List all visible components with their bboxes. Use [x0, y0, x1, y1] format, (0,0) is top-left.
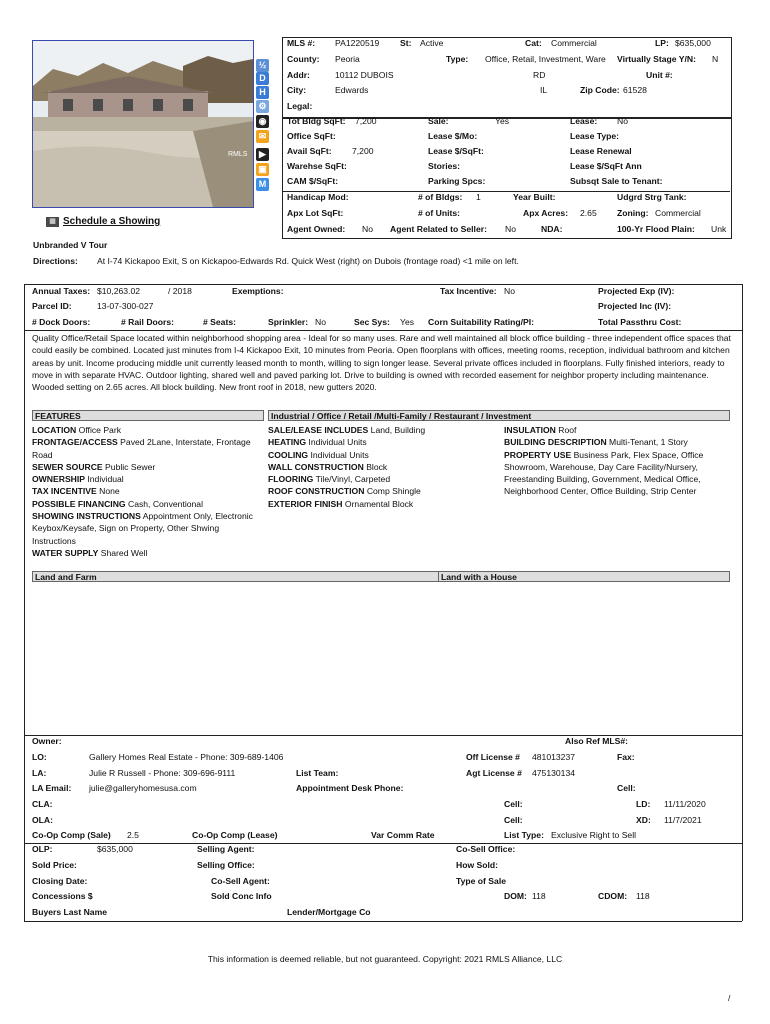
- col2-feature-0: [268, 424, 494, 436]
- col1-feature-label-7: WATER SUPPLY: [32, 547, 99, 558]
- selling-office-label: Selling Office:: [197, 860, 255, 870]
- tax-incentive-label: Tax Incentive:: [440, 286, 497, 296]
- type-label: Type:: [446, 54, 469, 64]
- features-col1: [32, 424, 258, 559]
- olp-label: OLP:: [32, 844, 53, 854]
- col1-feature-value-2: Public Sewer: [102, 461, 156, 472]
- page-mark: /: [728, 993, 731, 1003]
- flood-label: 100-Yr Flood Plain:: [617, 224, 695, 234]
- col1-feature-label-2: SEWER SOURCE: [32, 461, 103, 472]
- agent-related-label: Agent Related to Seller:: [390, 224, 487, 234]
- col1-feature-label-5: POSSIBLE FINANCING: [32, 498, 126, 509]
- sprinkler-value: No: [315, 317, 326, 327]
- lease-type-label: Lease Type:: [570, 131, 620, 141]
- col1-feature-5: [32, 498, 258, 510]
- coop-sale-label: Co-Op Comp (Sale): [32, 830, 111, 840]
- tot-bldg-value: 7,200: [355, 116, 377, 126]
- agent-related-value: No: [505, 224, 516, 234]
- owner-label: Owner:: [32, 736, 62, 746]
- zip-value: 61528: [623, 85, 647, 95]
- annual-taxes-year: / 2018: [168, 286, 192, 296]
- zoning-label: Zoning:: [617, 208, 649, 218]
- directions-label: Directions:: [33, 256, 78, 266]
- sale-label: Sale:: [428, 116, 449, 126]
- land-farm-header: Land and Farm: [32, 571, 458, 582]
- photo-watermark: RMLS: [228, 151, 248, 158]
- status-label: St:: [400, 38, 412, 48]
- col2-feature-label-2: COOLING: [268, 449, 309, 460]
- left-frame: [24, 284, 25, 921]
- concessions-label: Concessions $: [32, 891, 93, 901]
- list-type-label: List Type:: [504, 830, 544, 840]
- city-label: City:: [287, 85, 307, 95]
- features-col3: [504, 424, 732, 498]
- county-value: Peoria: [335, 54, 360, 64]
- parcel-id-value: 13-07-300-027: [97, 301, 154, 311]
- xd-label: XD:: [636, 815, 651, 825]
- var-comm-label: Var Comm Rate: [371, 830, 435, 840]
- legal-label: Legal:: [287, 101, 313, 111]
- buyers-name-label: Buyers Last Name: [32, 907, 107, 917]
- col2-feature-value-4: Tile/Vinyl, Carpeted: [313, 474, 391, 485]
- calendar-icon[interactable]: ▦: [46, 217, 59, 227]
- col2-feature-label-4: FLOORING: [268, 474, 314, 485]
- lo-value: Gallery Homes Real Estate - Phone: 309-689-1406: [89, 752, 284, 762]
- rail-doors-label: # Rail Doors:: [121, 317, 175, 327]
- h-icon[interactable]: H: [256, 86, 269, 99]
- units-label: # of Units:: [418, 208, 461, 218]
- public-remarks: Quality Office/Retail Space located within neighborhood shopping area - Ideal for so many uses. Rare and well maintained all block office building - three independent office spaces that could easily be combined. Located just minutes from I-4 Kickapoo Exit, 10 minutes from Peoria. Open floorplans with offices, meeting rooms, reception, individual bathroom and kitchen areas by unit. Income producing middle unit currently leased month to month, willing to sign longer lease. Several private offices included in floorplans. Fully finished interiors, ready to move in with separate HVAC. Outdoor lighting, shared well and paved parking lot. Drive to building is owned with recorded easement for neighbor property including maintenance. Wooded setting on 2.65 acres. All block building. New front roof in 2018, new gutters 2020.: [32, 333, 731, 393]
- apx-acres-label: Apx Acres:: [523, 208, 569, 218]
- col2-feature-value-1: Individual Units: [306, 437, 367, 448]
- col3-feature-0: [504, 424, 732, 436]
- type-of-sale-label: Type of Sale: [456, 876, 506, 886]
- parking-label: Parking Spcs:: [428, 176, 486, 186]
- off-license-label: Off License #: [466, 752, 520, 762]
- col2-feature-1: [268, 436, 494, 448]
- passthru-label: Total Passthru Cost:: [598, 317, 682, 327]
- cell-label-3: Cell:: [504, 815, 523, 825]
- coop-sale-value: 2.5: [127, 830, 139, 840]
- agent-owned-value: No: [362, 224, 373, 234]
- unbranded-tour-link[interactable]: Unbranded V Tour: [33, 240, 108, 250]
- off-license-value: 481013237: [532, 752, 576, 762]
- sale-value: Yes: [495, 116, 510, 126]
- cam-label: CAM $/SqFt:: [287, 176, 339, 186]
- list-price-value: $635,000: [675, 38, 711, 48]
- la-label: LA:: [32, 768, 47, 778]
- col2-feature-3: [268, 461, 494, 473]
- cosell-office-label: Co-Sell Office:: [456, 844, 516, 854]
- sec-sys-label: Sec Sys:: [354, 317, 390, 327]
- fax-label: Fax:: [617, 752, 635, 762]
- col3-feature-label-2: PROPERTY USE: [504, 449, 572, 460]
- col1-feature-label-6: SHOWING INSTRUCTIONS: [32, 511, 141, 522]
- mls-label: MLS #:: [287, 38, 316, 48]
- tax-top-rule: [24, 284, 742, 285]
- cla-label: CLA:: [32, 799, 53, 809]
- col2-feature-4: [268, 473, 494, 485]
- unit-label: Unit #:: [646, 70, 673, 80]
- col2-feature-label-1: HEATING: [268, 437, 307, 448]
- sprinkler-label: Sprinkler:: [268, 317, 309, 327]
- col2-feature-value-0: Land, Building: [368, 425, 426, 435]
- ld-label: LD:: [636, 799, 651, 809]
- col3-feature-value-1: Multi-Tenant, 1 Story: [606, 437, 688, 448]
- nda-label: NDA:: [541, 224, 563, 234]
- details-box: [282, 117, 732, 239]
- list-team-label: List Team:: [296, 768, 339, 778]
- d-icon[interactable]: D: [256, 72, 269, 85]
- annual-taxes-label: Annual Taxes:: [32, 286, 91, 296]
- zoning-value: Commercial: [655, 208, 701, 218]
- subsqt-label: Subsqt Sale to Tenant:: [570, 176, 663, 186]
- appt-phone-label: Appointment Desk Phone:: [296, 783, 404, 793]
- tot-bldg-label: Tot Bldg SqFt:: [287, 116, 346, 126]
- col3-feature-label-1: BUILDING DESCRIPTION: [504, 437, 607, 448]
- sold-bottom-rule: [24, 921, 742, 922]
- parcel-id-label: Parcel ID:: [32, 301, 72, 311]
- col3-feature-2: [504, 449, 732, 498]
- cosell-agent-label: Co-Sell Agent:: [211, 876, 270, 886]
- lease-mo-label: Lease $/Mo:: [428, 131, 478, 141]
- cell-label-2: Cell:: [504, 799, 523, 809]
- lease-ann-label: Lease $/SqFt Ann: [570, 161, 642, 171]
- col2-feature-label-5: ROOF CONSTRUCTION: [268, 486, 365, 497]
- remarks-top-rule: [24, 330, 742, 331]
- right-frame: [742, 284, 743, 921]
- coop-lease-label: Co-Op Comp (Lease): [192, 830, 278, 840]
- category-label: Cat:: [525, 38, 542, 48]
- industrial-header: Industrial / Office / Retail /Multi-Family / Restaurant / Investment: [268, 410, 730, 421]
- also-ref-label: Also Ref MLS#:: [565, 736, 629, 746]
- stories-label: Stories:: [428, 161, 460, 171]
- address-value: 10112 DUBOIS: [335, 70, 394, 80]
- col3-feature-value-0: Roof: [555, 425, 577, 435]
- col1-feature-label-0: LOCATION: [32, 425, 77, 435]
- col1-feature-4: [32, 485, 258, 497]
- bldgs-label: # of Bldgs:: [418, 192, 463, 202]
- dom-value: 118: [532, 891, 546, 901]
- handicap-label: Handicap Mod:: [287, 192, 349, 202]
- col1-feature-0: [32, 424, 258, 436]
- col2-feature-5: [268, 485, 494, 497]
- olp-value: $635,000: [97, 844, 133, 854]
- col1-feature-label-3: OWNERSHIP: [32, 474, 85, 485]
- apx-acres-value: 2.65: [580, 208, 597, 218]
- col2-feature-value-6: Ornamental Block: [342, 498, 414, 509]
- exemptions-label: Exemptions:: [232, 286, 284, 296]
- how-sold-label: How Sold:: [456, 860, 499, 870]
- video-icon[interactable]: ▶: [256, 148, 269, 161]
- virtual-stage-value: N: [712, 54, 719, 64]
- lease-label: Lease:: [570, 116, 598, 126]
- col3-feature-label-0: INSULATION: [504, 425, 556, 435]
- col3-feature-1: [504, 436, 732, 448]
- col2-feature-label-6: EXTERIOR FINISH: [268, 498, 343, 509]
- address-suffix: RD: [533, 70, 546, 80]
- zip-label: Zip Code:: [580, 85, 620, 95]
- col1-feature-label-1: FRONTAGE/ACCESS: [32, 437, 118, 448]
- cdom-label: CDOM:: [598, 891, 628, 901]
- directions-value: At I-74 Kickapoo Exit, S on Kickapoo-Edwards Rd. Quick West (right) on Dubois (frontage road) <1 mile on left.: [97, 256, 519, 266]
- col1-feature-2: [32, 461, 258, 473]
- col3-feature-value-2: Business Park, Flex Space, Office Showroom, Warehouse, Day Care Facility/Nursery, Freestanding Building, Government, Medical Office, Neighborhood Center, Office Building, Strip Center: [504, 449, 704, 497]
- status-value: Active: [420, 38, 444, 48]
- apx-lot-label: Apx Lot SqFt:: [287, 208, 344, 218]
- udgrd-label: Udgrd Strg Tank:: [617, 192, 687, 202]
- bldgs-value: 1: [476, 192, 481, 202]
- la-value: Julie R Russell - Phone: 309-696-9111: [89, 768, 236, 778]
- seats-label: # Seats:: [203, 317, 236, 327]
- agt-license-value: 475130134: [532, 768, 576, 778]
- flood-value: Unk: [711, 224, 727, 234]
- col2-feature-label-0: SALE/LEASE INCLUDES: [268, 425, 369, 435]
- list-price-label: LP:: [655, 38, 669, 48]
- col1-feature-1: [32, 436, 258, 461]
- state-value: IL: [540, 85, 548, 95]
- property-photo[interactable]: [32, 40, 254, 208]
- camera-icon[interactable]: ◉: [256, 115, 269, 128]
- ld-value: 11/11/2020: [664, 799, 706, 809]
- agt-license-label: Agt License #: [466, 768, 522, 778]
- avail-sqft-label: Avail SqFt:: [287, 146, 332, 156]
- lease-renewal-label: Lease Renewal: [570, 146, 632, 156]
- avail-sqft-value: 7,200: [352, 146, 374, 156]
- city-value: Edwards: [335, 85, 369, 95]
- warehse-label: Warehse SqFt:: [287, 161, 347, 171]
- col1-feature-label-4: TAX INCENTIVE: [32, 486, 97, 497]
- mls-value: PA1220519: [335, 38, 380, 48]
- truck-icon[interactable]: ▣: [256, 163, 269, 176]
- type-value: Office, Retail, Investment, Ware: [485, 54, 606, 64]
- dock-doors-label: # Dock Doors:: [32, 317, 91, 327]
- col2-feature-value-2: Individual Units: [308, 449, 369, 460]
- col1-feature-7: [32, 547, 258, 559]
- cdom-value: 118: [636, 891, 650, 901]
- land-house-header: Land with a House: [438, 571, 730, 582]
- document-icon[interactable]: ½: [256, 59, 269, 72]
- cell-label-1: Cell:: [617, 783, 636, 793]
- agent-top-rule: [24, 735, 742, 736]
- col1-feature-value-7: Shared Well: [98, 547, 148, 558]
- category-value: Commercial: [551, 38, 597, 48]
- features-col2: [268, 424, 494, 510]
- sec-sys-value: Yes: [400, 317, 415, 327]
- address-label: Addr:: [287, 70, 310, 80]
- features-header: FEATURES: [32, 410, 264, 421]
- col1-feature-value-1: Paved 2Lane, Interstate, Frontage Road: [32, 437, 251, 460]
- chat-icon[interactable]: ✉: [256, 130, 269, 143]
- copyright-disclaimer: This information is deemed reliable, but not guaranteed. Copyright: 2021 RMLS Alliance, LLC: [207, 954, 563, 964]
- property-photo-image: [33, 41, 253, 207]
- sold-price-label: Sold Price:: [32, 860, 77, 870]
- lender-label: Lender/Mortgage Co: [287, 907, 371, 917]
- xd-value: 11/7/2021: [664, 815, 702, 825]
- annual-taxes-value: $10,263.02: [97, 286, 141, 296]
- lo-label: LO:: [32, 752, 47, 762]
- col2-feature-value-3: Block: [363, 461, 388, 472]
- lease-value: No: [617, 116, 628, 126]
- projected-inc-label: Projected Inc (IV):: [598, 301, 672, 311]
- col1-feature-value-0: Office Park: [76, 425, 121, 435]
- la-email-value[interactable]: julie@galleryhomesusa.com: [89, 783, 197, 793]
- ola-label: OLA:: [32, 815, 54, 825]
- office-sqft-label: Office SqFt:: [287, 131, 336, 141]
- col1-feature-value-5: Cash, Conventional: [125, 498, 203, 509]
- tax-incentive-value: No: [504, 286, 515, 296]
- county-label: County:: [287, 54, 320, 64]
- la-email-label: LA Email:: [32, 783, 72, 793]
- col2-feature-label-3: WALL CONSTRUCTION: [268, 461, 364, 472]
- sold-conc-label: Sold Conc Info: [211, 891, 272, 901]
- year-built-label: Year Built:: [513, 192, 556, 202]
- col2-feature-6: [268, 498, 494, 510]
- col1-feature-value-3: Individual: [85, 474, 124, 485]
- dom-label: DOM:: [504, 891, 527, 901]
- corn-rating-label: Corn Suitability Rating/PI:: [428, 317, 534, 327]
- gear-icon[interactable]: ⚙: [256, 100, 269, 113]
- m-icon[interactable]: M: [256, 178, 269, 191]
- selling-agent-label: Selling Agent:: [197, 844, 255, 854]
- closing-date-label: Closing Date:: [32, 876, 88, 886]
- col1-feature-value-6: Appointment Only, Electronic Keybox/Keysafe, Sign on Property, Other Shwing Instructions: [32, 511, 253, 546]
- col1-feature-3: [32, 473, 258, 485]
- projected-exp-label: Projected Exp (IV):: [598, 286, 675, 296]
- col1-feature-value-4: None: [96, 486, 120, 497]
- lease-sqft-label: Lease $/SqFt:: [428, 146, 484, 156]
- virtual-stage-label: Virtually Stage Y/N:: [617, 54, 696, 64]
- col2-feature-value-5: Comp Shingle: [364, 486, 421, 497]
- list-type-value: Exclusive Right to Sell: [551, 830, 637, 840]
- agent-owned-label: Agent Owned:: [287, 224, 346, 234]
- col2-feature-2: [268, 449, 494, 461]
- schedule-showing-link[interactable]: Schedule a Showing: [63, 216, 161, 227]
- col1-feature-6: [32, 510, 258, 547]
